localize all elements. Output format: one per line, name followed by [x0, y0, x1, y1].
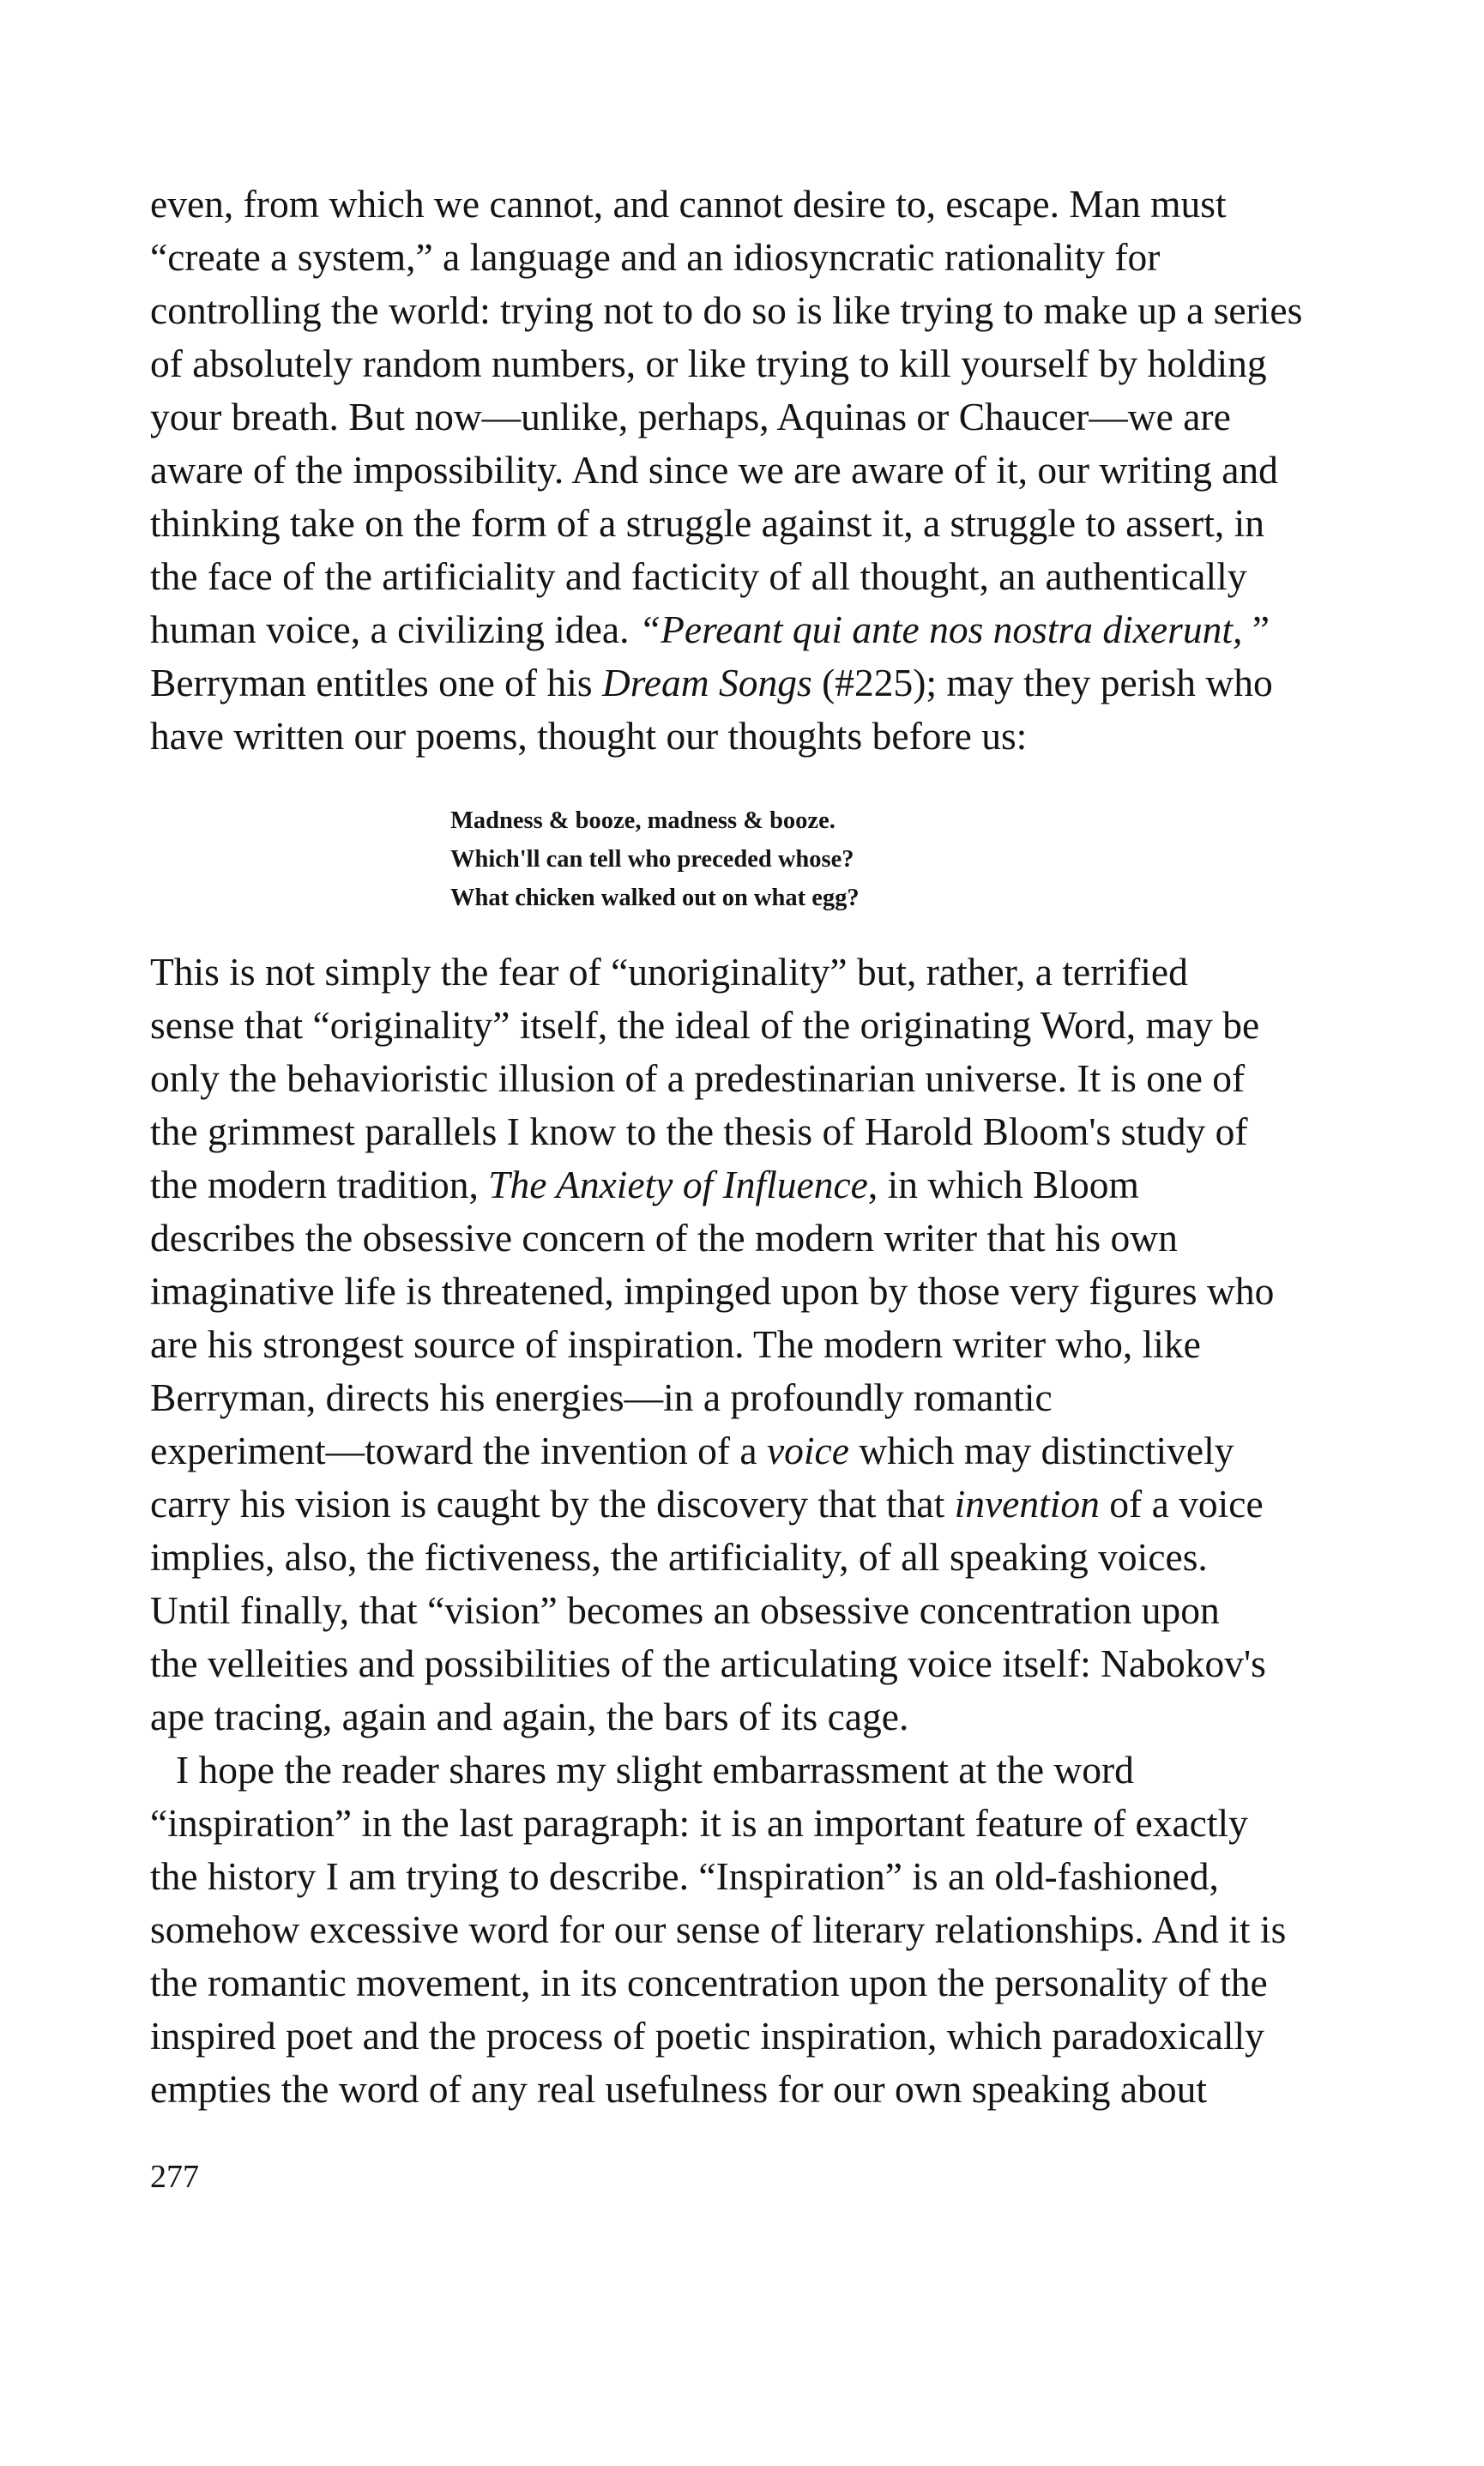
text-line: imaginative life is threatened, impinged upon by those very figures who	[150, 1269, 1275, 1313]
text-line: only the behavioristic illusion of a predestinarian universe. It is one of	[150, 1056, 1246, 1100]
text-line: the grimmest parallels I know to the thesis of Harold Bloom's study of	[150, 1109, 1248, 1153]
book-title: Dream Songs	[601, 661, 812, 704]
verse-line: Which'll can tell who preceded whose?	[450, 846, 854, 873]
text-run: which may distinctively	[848, 1429, 1234, 1472]
text-line	[150, 657, 1273, 710]
text-run: (#225); may they perish who	[811, 661, 1273, 704]
emphasis: invention	[954, 1482, 1100, 1526]
text-run: the modern tradition,	[150, 1163, 489, 1206]
text-line: inspired poet and the process of poetic inspiration, which paradoxically	[150, 2014, 1264, 2058]
emphasis: voice	[766, 1429, 849, 1472]
text-line: the velleities and possibilities of the articulating voice itself: Nabokov's	[150, 1641, 1266, 1685]
book-title: The Anxiety of Influence	[488, 1163, 868, 1206]
text-line: are his strongest source of inspiration. The modern writer who, like	[150, 1322, 1201, 1366]
text-line: ape tracing, again and again, the bars of its cage.	[150, 1695, 909, 1738]
text-line	[150, 604, 1270, 657]
text-line: of absolutely random numbers, or like trying to kill yourself by holding	[150, 341, 1267, 385]
text-line: “inspiration” in the last paragraph: it is an important feature of exactly	[150, 1801, 1248, 1845]
text-line: Berryman, directs his energies—in a profoundly romantic	[150, 1375, 1053, 1419]
text-line: This is not simply the fear of “unoriginality” but, rather, a terrified	[150, 950, 1188, 994]
text-line: describes the obsessive concern of the modern writer that his own	[150, 1216, 1178, 1260]
text-line: I hope the reader shares my slight embarrassment at the word	[176, 1748, 1134, 1792]
text-run: ”	[1242, 607, 1270, 651]
text-line	[150, 1478, 1264, 1532]
text-line: your breath. But now—unlike, perhaps, Aquinas or Chaucer—we are	[150, 395, 1231, 438]
verse-line: Madness & booze, madness & booze.	[450, 807, 836, 834]
text-line: the romantic movement, in its concentration upon the personality of the	[150, 1961, 1268, 2004]
text-run: carry his vision is caught by the discovery that that	[150, 1482, 955, 1526]
text-line	[150, 1425, 1234, 1478]
verse-line: What chicken walked out on what egg?	[450, 885, 860, 911]
text-run: experiment—toward the invention of a	[150, 1429, 767, 1472]
text-run: human voice, a civilizing idea.	[150, 607, 639, 651]
text-line: thinking take on the form of a struggle against it, a struggle to assert, in	[150, 501, 1264, 545]
text-line: the face of the artificiality and facticity of all thought, an authentically	[150, 554, 1247, 598]
text-run: of a voice	[1099, 1482, 1264, 1526]
text-line: somehow excessive word for our sense of literary relationships. And it is	[150, 1907, 1287, 1951]
text-line: controlling the world: trying not to do so is like trying to make up a series	[150, 288, 1303, 332]
text-line: implies, also, the fictiveness, the artificiality, of all speaking voices.	[150, 1535, 1208, 1579]
text-line: the history I am trying to describe. “Inspiration” is an old-fashioned,	[150, 1854, 1219, 1898]
text-line: sense that “originality” itself, the ideal of the originating Word, may be	[150, 1003, 1260, 1047]
page-number: 277	[150, 2159, 199, 2195]
text-line	[150, 1159, 1139, 1212]
latin-quote: “Pereant qui ante nos nostra dixerunt,	[638, 607, 1243, 651]
text-line: aware of the impossibility. And since we are aware of it, our writing and	[150, 448, 1278, 492]
text-line: have written our poems, thought our thoughts before us:	[150, 714, 1028, 758]
text-line: “create a system,” a language and an idiosyncratic rationality for	[150, 235, 1161, 279]
text-line: even, from which we cannot, and cannot desire to, escape. Man must	[150, 182, 1227, 226]
text-line: empties the word of any real usefulness for our own speaking about	[150, 2067, 1207, 2111]
text-line: Until finally, that “vision” becomes an obsessive concentration upon	[150, 1588, 1220, 1632]
text-run: , in which Bloom	[867, 1163, 1139, 1206]
text-run: Berryman entitles one of his	[150, 661, 602, 704]
